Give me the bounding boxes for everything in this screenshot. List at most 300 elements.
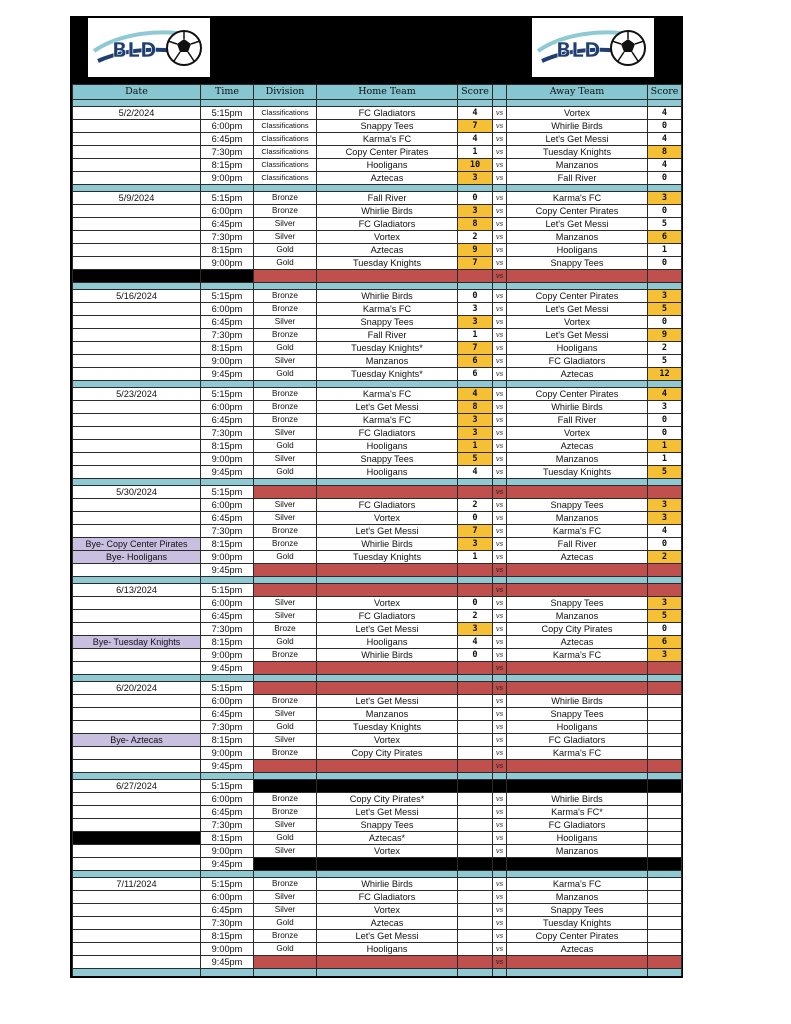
home-team-cell: Aztecas*	[317, 832, 458, 845]
time-cell: 8:15pm	[201, 244, 254, 257]
time-cell: 6:45pm	[201, 806, 254, 819]
home-score-cell	[458, 806, 493, 819]
time-cell: 7:30pm	[201, 231, 254, 244]
time-cell: 7:30pm	[201, 146, 254, 159]
home-score-cell	[458, 878, 493, 891]
division-cell: Bronze	[254, 401, 317, 414]
away-score-cell: 0	[648, 172, 682, 185]
time-cell: 6:45pm	[201, 218, 254, 231]
time-cell: 7:30pm	[201, 917, 254, 930]
home-team-cell: Tuesday Knights	[317, 551, 458, 564]
away-team-cell: Copy Center Pirates	[507, 205, 648, 218]
vs-label: vs	[493, 355, 507, 368]
away-score-cell	[648, 584, 682, 597]
home-score-cell: 3	[458, 427, 493, 440]
header-date: Date	[73, 85, 201, 100]
away-score-cell	[648, 956, 682, 969]
time-cell: 6:00pm	[201, 303, 254, 316]
game-row	[73, 499, 682, 512]
division-cell	[254, 662, 317, 675]
time-cell: 6:00pm	[201, 793, 254, 806]
date-cell	[73, 832, 201, 845]
game-row	[73, 747, 682, 760]
away-score-cell: 5	[648, 355, 682, 368]
away-team-cell: Snappy Tees	[507, 708, 648, 721]
time-cell: 6:45pm	[201, 414, 254, 427]
game-row	[73, 917, 682, 930]
division-cell: Gold	[254, 832, 317, 845]
division-cell: Silver	[254, 734, 317, 747]
game-row	[73, 257, 682, 270]
week-separator	[73, 577, 682, 584]
away-team-cell: Manzanos	[507, 845, 648, 858]
home-score-cell: 1	[458, 329, 493, 342]
separator-cell	[493, 185, 507, 192]
division-cell: Bronze	[254, 414, 317, 427]
division-cell: Bronze	[254, 806, 317, 819]
home-score-cell: 1	[458, 551, 493, 564]
separator-cell	[254, 675, 317, 682]
division-cell: Classifications	[254, 146, 317, 159]
away-score-cell	[648, 904, 682, 917]
date-cell	[73, 904, 201, 917]
home-team-cell: Tuesday Knights*	[317, 342, 458, 355]
home-team-cell: FC Gladiators	[317, 610, 458, 623]
away-score-cell: 3	[648, 192, 682, 205]
time-cell: 9:45pm	[201, 368, 254, 381]
division-cell: Bronze	[254, 525, 317, 538]
home-score-cell: 7	[458, 120, 493, 133]
away-score-cell: 0	[648, 538, 682, 551]
home-score-cell: 4	[458, 133, 493, 146]
away-score-cell: 0	[648, 257, 682, 270]
home-score-cell	[458, 584, 493, 597]
vs-label: vs	[493, 172, 507, 185]
division-cell	[254, 270, 317, 283]
away-team-cell: Karma's FC	[507, 649, 648, 662]
game-row	[73, 355, 682, 368]
vs-label: vs	[493, 649, 507, 662]
away-team-cell: Manzanos	[507, 453, 648, 466]
home-score-cell: 3	[458, 623, 493, 636]
date-cell	[73, 917, 201, 930]
separator-cell	[254, 577, 317, 584]
away-team-cell: Hooligans	[507, 244, 648, 257]
separator-cell	[73, 100, 201, 107]
division-cell: Gold	[254, 551, 317, 564]
away-score-cell	[648, 682, 682, 695]
week-date: 5/30/2024	[73, 486, 201, 499]
time-cell: 7:30pm	[201, 525, 254, 538]
home-score-cell	[458, 721, 493, 734]
vs-label: vs	[493, 806, 507, 819]
game-row	[73, 734, 682, 747]
away-team-cell: Let's Get Messi	[507, 133, 648, 146]
away-score-cell: 0	[648, 427, 682, 440]
away-score-cell: 4	[648, 388, 682, 401]
week-separator	[73, 100, 682, 107]
bye-label: Bye- Copy Center Pirates	[73, 538, 201, 551]
date-cell	[73, 793, 201, 806]
away-score-cell: 0	[648, 414, 682, 427]
date-cell	[73, 943, 201, 956]
time-cell	[201, 270, 254, 283]
home-score-cell	[458, 270, 493, 283]
separator-cell	[201, 577, 254, 584]
division-cell: Bronze	[254, 303, 317, 316]
game-row	[73, 172, 682, 185]
home-score-cell: 3	[458, 316, 493, 329]
game-row	[73, 943, 682, 956]
away-team-cell: Hooligans	[507, 721, 648, 734]
division-cell: Classifications	[254, 133, 317, 146]
home-team-cell: Hooligans	[317, 636, 458, 649]
game-row	[73, 695, 682, 708]
vs-label: vs	[493, 564, 507, 577]
home-team-cell: Vortex	[317, 512, 458, 525]
separator-cell	[507, 773, 648, 780]
home-score-cell	[458, 943, 493, 956]
home-score-cell: 4	[458, 107, 493, 120]
time-cell: 5:15pm	[201, 682, 254, 695]
vs-label: vs	[493, 904, 507, 917]
separator-cell	[73, 871, 201, 878]
game-row	[73, 159, 682, 172]
separator-cell	[458, 577, 493, 584]
date-cell	[73, 316, 201, 329]
division-cell: Classifications	[254, 107, 317, 120]
home-team-cell: Copy City Pirates*	[317, 793, 458, 806]
away-score-cell: 6	[648, 231, 682, 244]
away-score-cell: 0	[648, 316, 682, 329]
time-cell: 6:00pm	[201, 401, 254, 414]
time-cell: 9:00pm	[201, 257, 254, 270]
schedule-sheet	[70, 16, 683, 978]
away-team-cell: Vortex	[507, 107, 648, 120]
game-row	[73, 414, 682, 427]
separator-cell	[493, 577, 507, 584]
separator-cell	[648, 871, 682, 878]
vs-label: vs	[493, 486, 507, 499]
home-score-cell	[458, 793, 493, 806]
division-cell: Silver	[254, 819, 317, 832]
home-score-cell: 8	[458, 401, 493, 414]
time-cell: 9:00pm	[201, 649, 254, 662]
time-cell: 9:00pm	[201, 551, 254, 564]
game-row	[73, 878, 682, 891]
division-cell: Gold	[254, 943, 317, 956]
away-score-cell	[648, 734, 682, 747]
schedule-table	[72, 84, 682, 976]
vs-label: vs	[493, 695, 507, 708]
home-team-cell	[317, 486, 458, 499]
time-cell: 6:45pm	[201, 610, 254, 623]
game-row	[73, 904, 682, 917]
away-score-cell	[648, 721, 682, 734]
date-cell	[73, 525, 201, 538]
separator-cell	[507, 871, 648, 878]
header-vs	[493, 85, 507, 100]
separator-cell	[317, 577, 458, 584]
separator-cell	[493, 969, 507, 977]
game-row	[73, 551, 682, 564]
home-team-cell: Manzanos	[317, 355, 458, 368]
game-row	[73, 832, 682, 845]
date-cell	[73, 597, 201, 610]
date-cell	[73, 231, 201, 244]
separator-cell	[458, 185, 493, 192]
separator-cell	[73, 969, 201, 977]
time-cell: 8:15pm	[201, 440, 254, 453]
home-score-cell: 3	[458, 172, 493, 185]
away-score-cell	[648, 747, 682, 760]
vs-label: vs	[493, 499, 507, 512]
game-row	[73, 133, 682, 146]
away-team-cell: Fall River	[507, 538, 648, 551]
game-row	[73, 845, 682, 858]
game-row	[73, 401, 682, 414]
separator-cell	[73, 773, 201, 780]
date-cell	[73, 930, 201, 943]
home-score-cell: 0	[458, 290, 493, 303]
date-cell	[73, 401, 201, 414]
vs-label: vs	[493, 257, 507, 270]
time-cell: 8:15pm	[201, 734, 254, 747]
home-team-cell	[317, 270, 458, 283]
away-score-cell	[648, 858, 682, 871]
vs-label: vs	[493, 401, 507, 414]
game-row	[73, 525, 682, 538]
away-team-cell: Whirlie Birds	[507, 793, 648, 806]
separator-cell	[73, 185, 201, 192]
away-team-cell: Aztecas	[507, 636, 648, 649]
home-team-cell	[317, 760, 458, 773]
home-team-cell: Manzanos	[317, 708, 458, 721]
time-cell: 9:45pm	[201, 466, 254, 479]
separator-cell	[648, 577, 682, 584]
separator-cell	[254, 871, 317, 878]
date-cell	[73, 956, 201, 969]
header-division: Division	[254, 85, 317, 100]
date-cell	[73, 695, 201, 708]
home-team-cell: Karma's FC	[317, 388, 458, 401]
separator-cell	[507, 675, 648, 682]
home-team-cell: Hooligans	[317, 440, 458, 453]
home-score-cell: 1	[458, 440, 493, 453]
separator-cell	[493, 773, 507, 780]
home-team-cell: Aztecas	[317, 244, 458, 257]
separator-cell	[317, 969, 458, 977]
division-cell: Silver	[254, 891, 317, 904]
away-score-cell: 6	[648, 636, 682, 649]
home-team-cell: Copy Center Pirates	[317, 146, 458, 159]
away-team-cell	[507, 270, 648, 283]
division-cell: Silver	[254, 610, 317, 623]
away-team-cell: Karma's FC	[507, 525, 648, 538]
away-score-cell	[648, 878, 682, 891]
separator-cell	[648, 479, 682, 486]
game-row	[73, 146, 682, 159]
home-score-cell	[458, 682, 493, 695]
away-score-cell: 4	[648, 525, 682, 538]
game-row	[73, 584, 682, 597]
league-logo-right	[532, 18, 654, 77]
vs-label: vs	[493, 440, 507, 453]
date-cell	[73, 564, 201, 577]
away-score-cell	[648, 891, 682, 904]
home-team-cell	[317, 956, 458, 969]
away-score-cell: 0	[648, 205, 682, 218]
vs-label: vs	[493, 244, 507, 257]
home-team-cell: Hooligans	[317, 159, 458, 172]
home-score-cell	[458, 956, 493, 969]
away-score-cell: 3	[648, 512, 682, 525]
away-team-cell: Snappy Tees	[507, 597, 648, 610]
vs-label: vs	[493, 342, 507, 355]
header-banner	[72, 16, 681, 84]
home-score-cell: 10	[458, 159, 493, 172]
away-score-cell	[648, 819, 682, 832]
away-team-cell: Vortex	[507, 427, 648, 440]
home-team-cell: Copy City Pirates	[317, 747, 458, 760]
separator-cell	[201, 969, 254, 977]
vs-label: vs	[493, 368, 507, 381]
away-score-cell	[648, 806, 682, 819]
game-row	[73, 231, 682, 244]
vs-label: vs	[493, 610, 507, 623]
game-row	[73, 891, 682, 904]
time-cell: 6:00pm	[201, 891, 254, 904]
time-cell: 6:45pm	[201, 512, 254, 525]
vs-label: vs	[493, 682, 507, 695]
time-cell: 5:15pm	[201, 107, 254, 120]
division-cell: Gold	[254, 244, 317, 257]
division-cell: Bronze	[254, 878, 317, 891]
separator-cell	[317, 283, 458, 290]
separator-cell	[458, 479, 493, 486]
home-score-cell: 2	[458, 499, 493, 512]
home-team-cell: Tuesday Knights*	[317, 368, 458, 381]
home-team-cell: Vortex	[317, 231, 458, 244]
away-score-cell: 1	[648, 244, 682, 257]
svg-text:BLD: BLD	[112, 37, 157, 62]
week-date: 6/20/2024	[73, 682, 201, 695]
home-score-cell: 3	[458, 414, 493, 427]
time-cell: 9:45pm	[201, 858, 254, 871]
separator-cell	[493, 283, 507, 290]
home-score-cell: 8	[458, 218, 493, 231]
home-team-cell: Let's Get Messi	[317, 401, 458, 414]
away-team-cell: Manzanos	[507, 610, 648, 623]
time-cell: 6:00pm	[201, 499, 254, 512]
division-cell: Silver	[254, 708, 317, 721]
division-cell	[254, 682, 317, 695]
home-score-cell: 7	[458, 525, 493, 538]
date-cell	[73, 120, 201, 133]
separator-cell	[648, 283, 682, 290]
away-team-cell: Karma's FC	[507, 747, 648, 760]
home-team-cell: Karma's FC	[317, 414, 458, 427]
away-team-cell: Aztecas	[507, 440, 648, 453]
home-score-cell: 2	[458, 231, 493, 244]
division-cell: Bronze	[254, 930, 317, 943]
vs-cell	[493, 858, 507, 871]
time-cell: 6:00pm	[201, 120, 254, 133]
date-cell	[73, 499, 201, 512]
game-row	[73, 780, 682, 793]
division-cell: Bronze	[254, 205, 317, 218]
away-team-cell: Karma's FC	[507, 192, 648, 205]
date-cell	[73, 819, 201, 832]
vs-label: vs	[493, 525, 507, 538]
away-team-cell: FC Gladiators	[507, 734, 648, 747]
game-row	[73, 316, 682, 329]
game-row	[73, 192, 682, 205]
date-cell	[73, 414, 201, 427]
game-row	[73, 244, 682, 257]
separator-cell	[73, 577, 201, 584]
time-cell: 9:45pm	[201, 662, 254, 675]
home-team-cell: Hooligans	[317, 466, 458, 479]
time-cell: 8:15pm	[201, 342, 254, 355]
separator-cell	[458, 773, 493, 780]
away-team-cell: Karma's FC*	[507, 806, 648, 819]
separator-cell	[493, 479, 507, 486]
separator-cell	[73, 381, 201, 388]
away-team-cell: Karma's FC	[507, 878, 648, 891]
away-team-cell	[507, 486, 648, 499]
date-cell	[73, 218, 201, 231]
date-cell	[73, 747, 201, 760]
separator-cell	[254, 773, 317, 780]
away-score-cell: 9	[648, 329, 682, 342]
home-team-cell: Whirlie Birds	[317, 290, 458, 303]
time-cell: 9:00pm	[201, 747, 254, 760]
date-cell	[73, 610, 201, 623]
game-row	[73, 453, 682, 466]
vs-label: vs	[493, 636, 507, 649]
home-team-cell: Fall River	[317, 329, 458, 342]
away-team-cell: Manzanos	[507, 231, 648, 244]
vs-label: vs	[493, 747, 507, 760]
home-team-cell: Aztecas	[317, 172, 458, 185]
date-cell	[73, 257, 201, 270]
away-team-cell	[507, 956, 648, 969]
away-score-cell: 3	[648, 649, 682, 662]
division-cell: Bronze	[254, 290, 317, 303]
vs-label: vs	[493, 793, 507, 806]
date-cell	[73, 172, 201, 185]
separator-cell	[493, 381, 507, 388]
home-team-cell: Fall River	[317, 192, 458, 205]
game-row	[73, 290, 682, 303]
away-score-cell: 5	[648, 303, 682, 316]
division-cell: Gold	[254, 342, 317, 355]
date-cell	[73, 303, 201, 316]
separator-cell	[458, 675, 493, 682]
away-team-cell: Copy Center Pirates	[507, 930, 648, 943]
vs-label: vs	[493, 133, 507, 146]
away-team-cell: Let's Get Messi	[507, 329, 648, 342]
separator-cell	[201, 185, 254, 192]
vs-label: vs	[493, 734, 507, 747]
time-cell: 6:45pm	[201, 316, 254, 329]
division-cell: Bronze	[254, 649, 317, 662]
game-row	[73, 107, 682, 120]
away-team-cell: Tuesday Knights	[507, 146, 648, 159]
time-cell: 6:00pm	[201, 205, 254, 218]
away-score-cell: 3	[648, 401, 682, 414]
